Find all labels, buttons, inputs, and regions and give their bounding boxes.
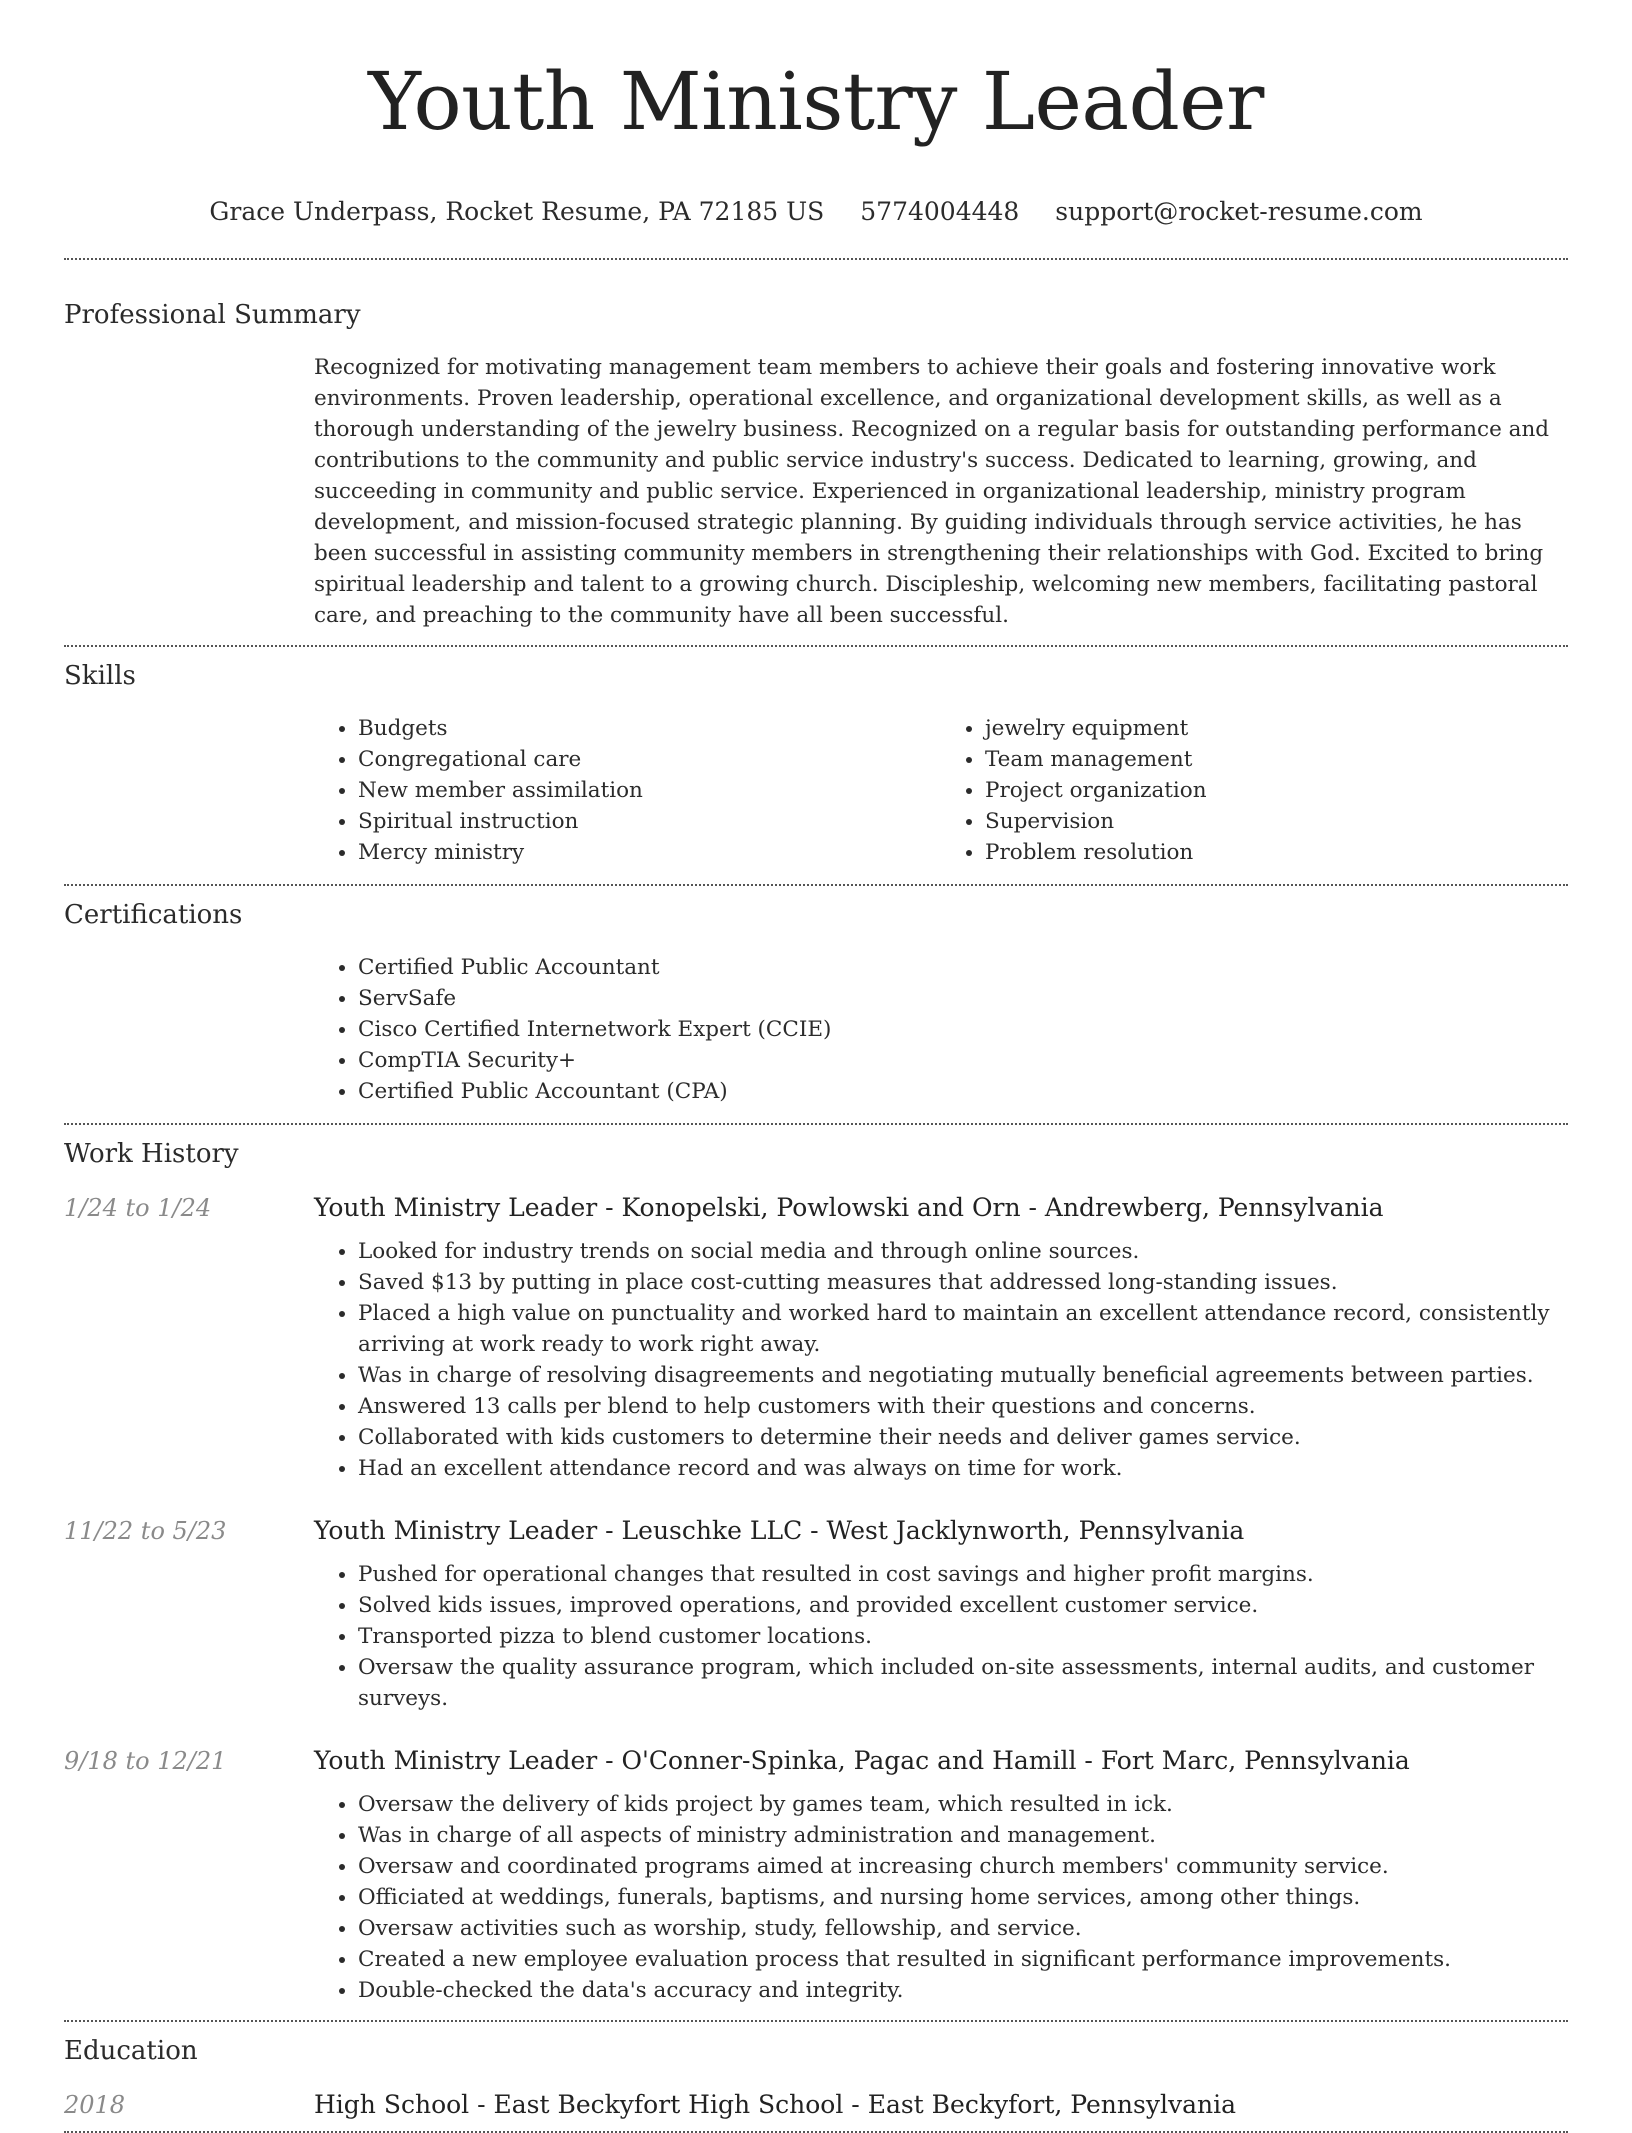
- list-item: • Congregational care: [358, 744, 941, 775]
- skills-list-right: [941, 713, 1568, 868]
- list-item: • Problem resolution: [985, 837, 1568, 868]
- skills-grid: [314, 713, 1568, 868]
- list-item: • Solved kids issues, improved operations, and provided excellent customer service.: [358, 1590, 1568, 1621]
- list-item: • Created a new employee evaluation process that resulted in significant performance improvements.: [358, 1944, 1568, 1975]
- work-section: [64, 1125, 1568, 2020]
- job-entry: [64, 1516, 1568, 1714]
- work-title: Work History: [64, 1139, 239, 1169]
- certifications-content: [314, 952, 1568, 1107]
- certifications-section: [64, 886, 1568, 1123]
- list-item: • Mercy ministry: [358, 837, 941, 868]
- skills-section: [64, 647, 1568, 884]
- job-bullets: [314, 1236, 1568, 1484]
- resume-name: Youth Ministry Leader: [368, 55, 1264, 148]
- certifications-list: [314, 952, 1568, 1107]
- education-date: 2018: [64, 2091, 126, 2119]
- job-date: 1/24 to 1/24: [64, 1194, 212, 1222]
- list-item: • Had an excellent attendance record and was always on time for work.: [358, 1453, 1568, 1484]
- job-header: [64, 1746, 1568, 1775]
- education-section: [64, 2022, 1568, 2131]
- job-bullet-list: [314, 1789, 1568, 2006]
- list-item: • Cisco Certified Internetwork Expert (CCIE): [358, 1014, 1568, 1045]
- list-item: • New member assimilation: [358, 775, 941, 806]
- education-title: Education: [64, 2036, 198, 2066]
- list-item: • CompTIA Security+: [358, 1045, 1568, 1076]
- list-item: • Was in charge of all aspects of ministry administration and management.: [358, 1820, 1568, 1851]
- summary-text: Recognized for motivating management team members to achieve their goals and fostering innovative work environments. Proven leadership, operational excellence, and organizational development skills, as well as a thorough understanding of the jewelry business. Recognized on a regular basis for outstanding performance and contributions to the community and public service industry's success. Dedicated to learning, growing, and succeeding in community and public service. Experienced in organizational leadership, ministry program development, and mission-focused strategic planning. By guiding individuals through service activities, he has been successful in assisting community members in strengthening their relationships with God. Excited to bring spiritual leadership and talent to a growing church. Discipleship, welcoming new members, facilitating pastoral care, and preaching to the community have all been successful.: [314, 355, 1550, 628]
- list-item: • Oversaw activities such as worship, study, fellowship, and service.: [358, 1913, 1568, 1944]
- job-date: 9/18 to 12/21: [64, 1747, 227, 1775]
- skills-title: Skills: [64, 661, 136, 691]
- list-item: • Oversaw the quality assurance program, which included on-site assessments, internal audits, and customer surveys.: [358, 1652, 1568, 1714]
- job-bullets: [314, 1559, 1568, 1714]
- summary-section: [64, 260, 1568, 645]
- contact-phone: 5774004448: [860, 197, 1020, 226]
- list-item: • Oversaw and coordinated programs aimed at increasing church members' community service.: [358, 1851, 1568, 1882]
- certifications-title: Certifications: [64, 900, 243, 930]
- list-item: • Spiritual instruction: [358, 806, 941, 837]
- contact-email: support@rocket-resume.com: [1055, 197, 1423, 226]
- job-entry: [64, 1746, 1568, 2006]
- list-item: • Answered 13 calls per blend to help customers with their questions and concerns.: [358, 1391, 1568, 1422]
- job-title: Youth Ministry Leader - O'Conner-Spinka, Pagac and Hamill - Fort Marc, Pennsylvania: [314, 1746, 1410, 1775]
- skills-list-left: [314, 713, 941, 868]
- job-bullets: [314, 1789, 1568, 2006]
- list-item: • Certified Public Accountant: [358, 952, 1568, 983]
- list-item: • Was in charge of resolving disagreements and negotiating mutually beneficial agreements between parties.: [358, 1360, 1568, 1391]
- list-item: • Collaborated with kids customers to determine their needs and deliver games service.: [358, 1422, 1568, 1453]
- job-entry: [64, 1193, 1568, 1484]
- list-item: • Transported pizza to blend customer locations.: [358, 1621, 1568, 1652]
- list-item: • Placed a high value on punctuality and worked hard to maintain an excellent attendance record, consistently arriving at work ready to work right away.: [358, 1298, 1568, 1360]
- list-item: • Double-checked the data's accuracy and integrity.: [358, 1975, 1568, 2006]
- job-bullet-list: [314, 1559, 1568, 1714]
- job-title: Youth Ministry Leader - Konopelski, Powlowski and Orn - Andrewberg, Pennsylvania: [314, 1193, 1384, 1222]
- list-item: • Oversaw the delivery of kids project by games team, which resulted in ick.: [358, 1789, 1568, 1820]
- list-item: • Team management: [985, 744, 1568, 775]
- list-item: • Looked for industry trends on social media and through online sources.: [358, 1236, 1568, 1267]
- list-item: • ServSafe: [358, 983, 1568, 1014]
- job-header: [64, 1193, 1568, 1222]
- job-header: [64, 1516, 1568, 1545]
- summary-title: Professional Summary: [64, 300, 361, 330]
- list-item: • Saved $13 by putting in place cost-cutting measures that addressed long-standing issues.: [358, 1267, 1568, 1298]
- list-item: • jewelry equipment: [985, 713, 1568, 744]
- contact-address: Grace Underpass, Rocket Resume, PA 72185 US: [209, 197, 825, 226]
- contact-line: [64, 196, 1568, 228]
- job-title: Youth Ministry Leader - Leuschke LLC - West Jacklynworth, Pennsylvania: [314, 1516, 1245, 1545]
- education-school: High School - East Beckyfort High School - East Beckyfort, Pennsylvania: [314, 2090, 1236, 2119]
- list-item: • Supervision: [985, 806, 1568, 837]
- list-item: • Certified Public Accountant (CPA): [358, 1076, 1568, 1107]
- list-item: • Officiated at weddings, funerals, baptisms, and nursing home services, among other things.: [358, 1882, 1568, 1913]
- list-item: • Project organization: [985, 775, 1568, 806]
- list-item: • Pushed for operational changes that resulted in cost savings and higher profit margins.: [358, 1559, 1568, 1590]
- job-date: 11/22 to 5/23: [64, 1517, 227, 1545]
- education-entry: [64, 2090, 1568, 2119]
- summary-content: [314, 352, 1568, 631]
- job-bullet-list: [314, 1236, 1568, 1484]
- list-item: • Budgets: [358, 713, 941, 744]
